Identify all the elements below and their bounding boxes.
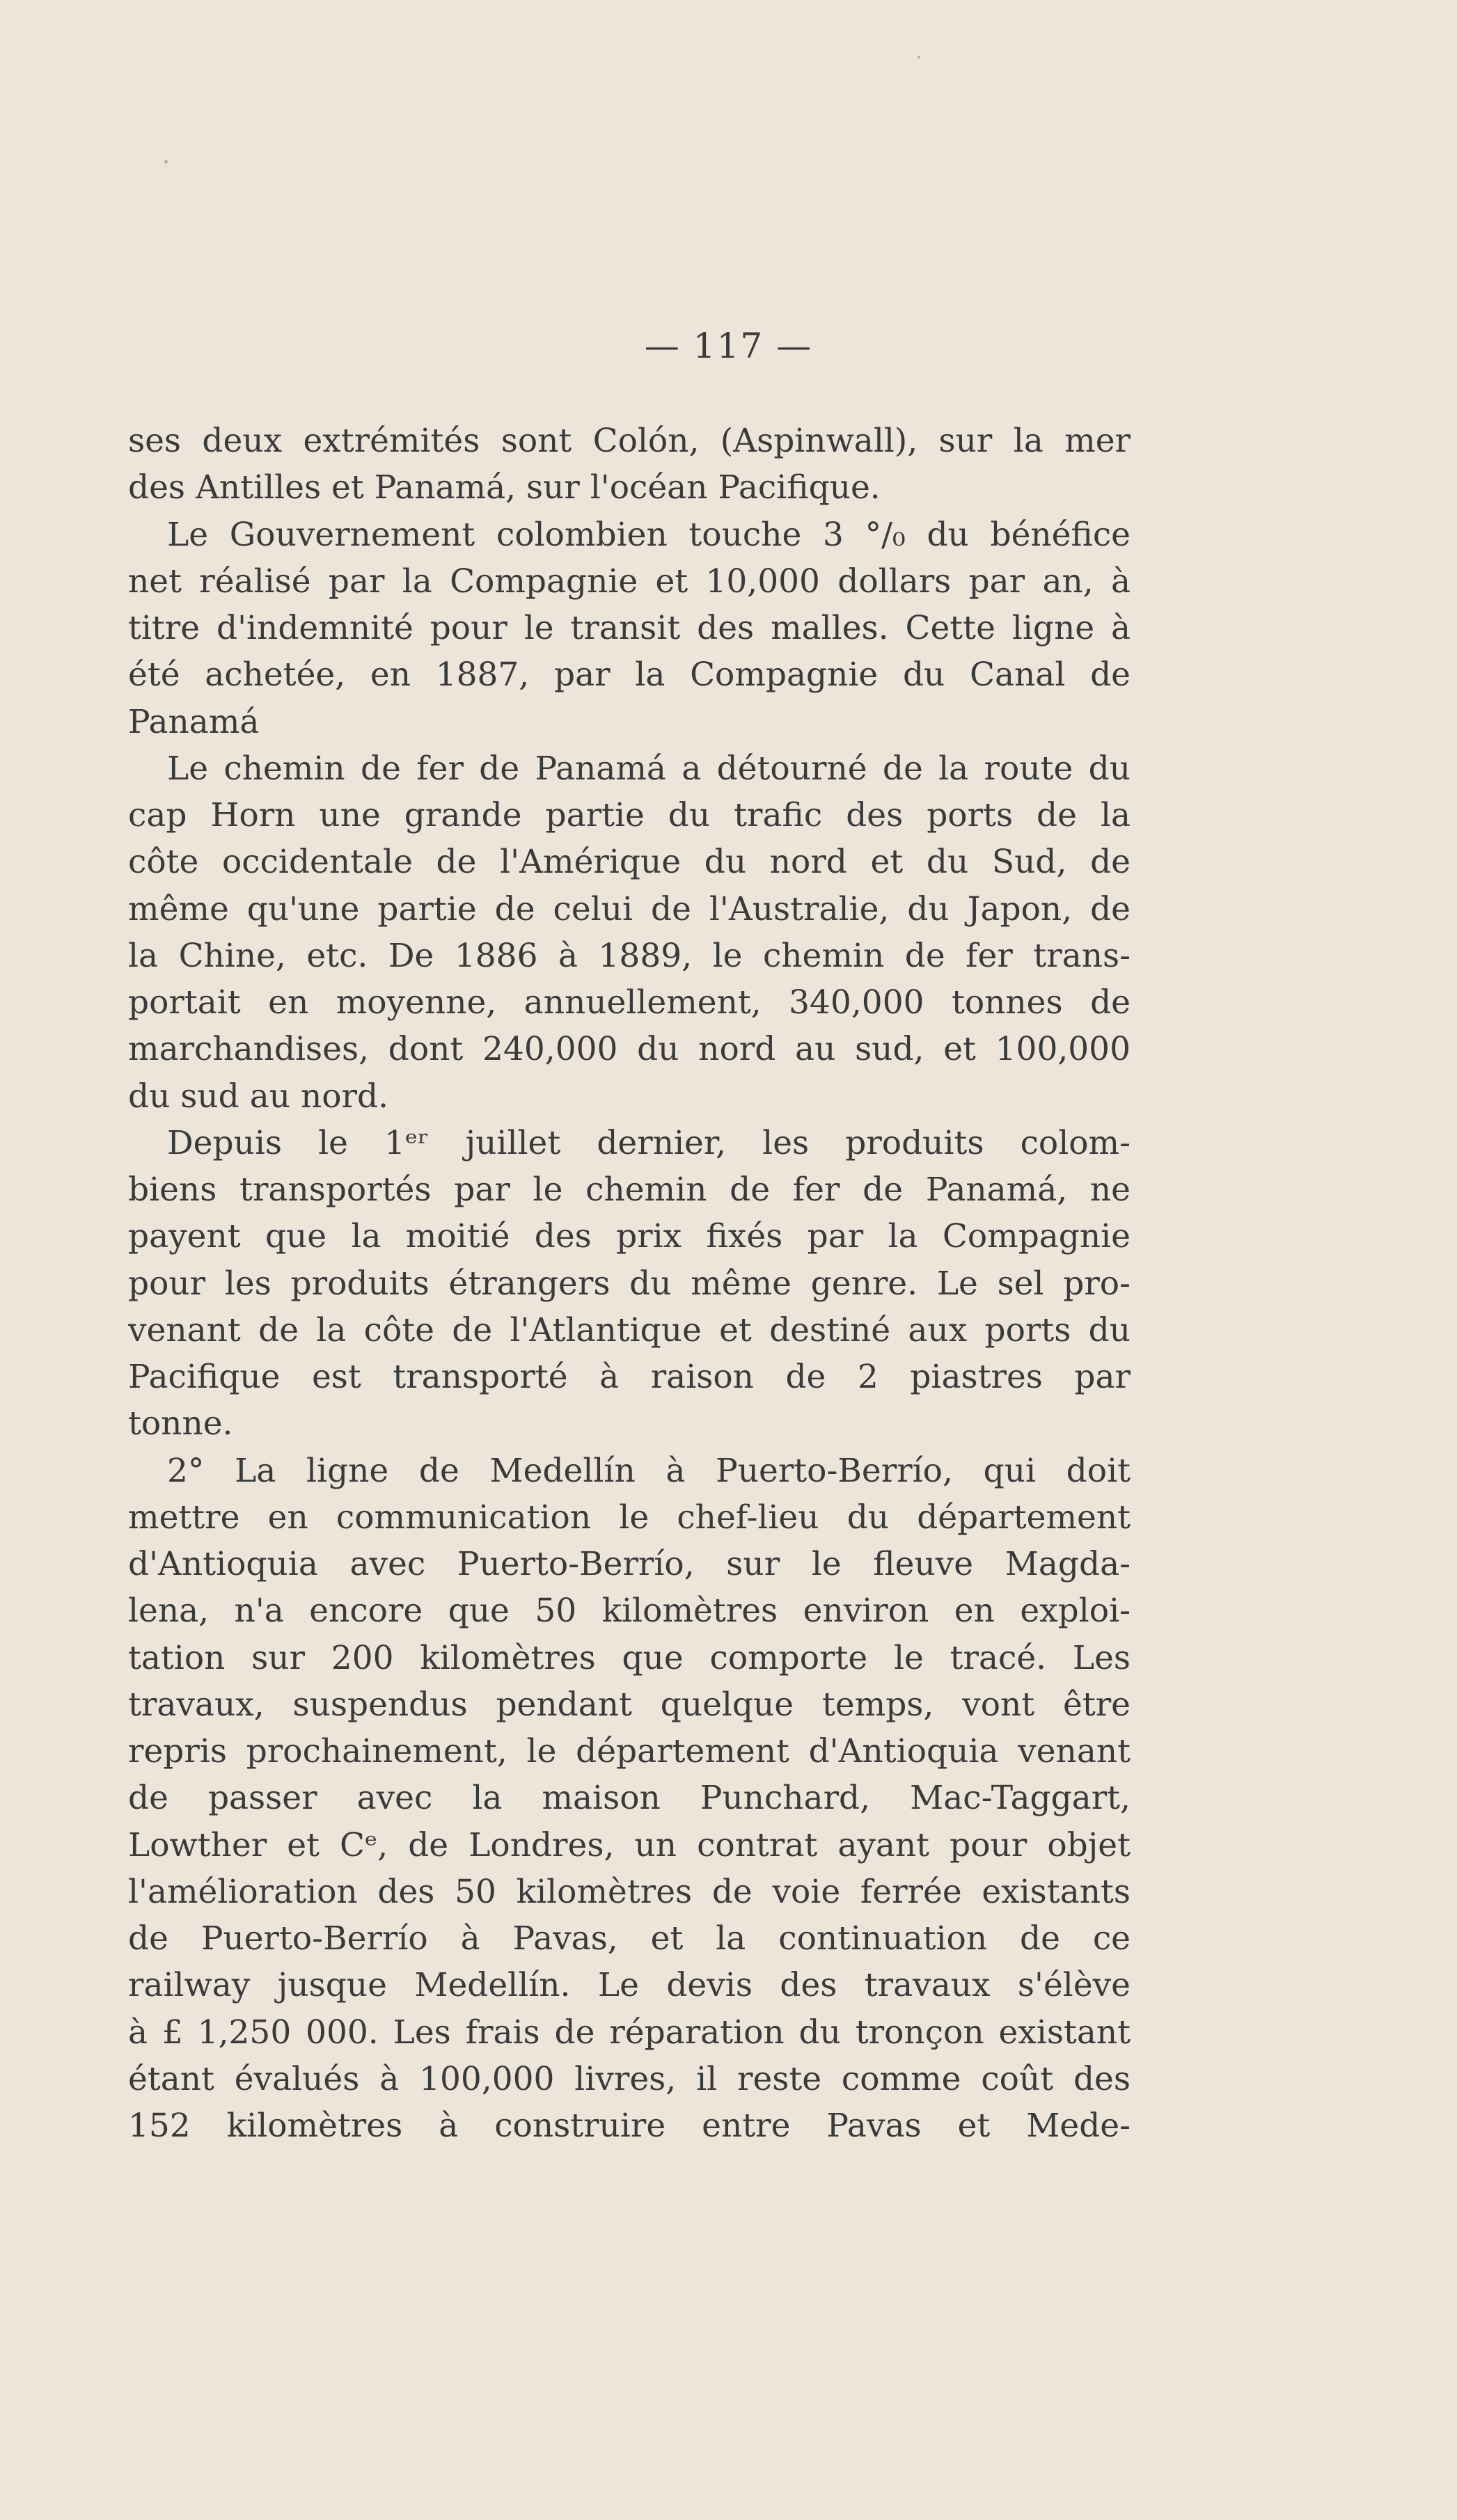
text-line: biens transportés par le chemin de fer de Panamá, ne xyxy=(128,1171,1131,1209)
text-line: d'Antioquia avec Puerto-Berrío, sur le fleuve Magda- xyxy=(128,1545,1131,1583)
text-line: lena, n'a encore que 50 kilomètres environ en exploi- xyxy=(128,1592,1131,1631)
text-line: Pacifique est transporté à raison de 2 piastres par xyxy=(128,1358,1131,1396)
text-line: pour les produits étrangers du même genre. Le sel pro- xyxy=(128,1264,1131,1303)
text-line: portait en moyenne, annuellement, 340,000 tonnes de xyxy=(128,983,1131,1022)
text-line: net réalisé par la Compagnie et 10,000 dollars par an, à xyxy=(128,562,1131,601)
text-line: 2° La ligne de Medellín à Puerto-Berrío, qui doit xyxy=(167,1451,1131,1490)
text-line: cap Horn une grande partie du trafic des ports de la xyxy=(128,796,1131,834)
text-line: venant de la côte de l'Atlantique et destiné aux ports du xyxy=(128,1310,1131,1349)
page-number: — 117 — xyxy=(644,326,813,366)
text-line: de Puerto-Berrío à Pavas, et la continuation de ce xyxy=(128,1919,1131,1958)
paper-speck xyxy=(164,160,168,164)
text-line: côte occidentale de l'Amérique du nord et du Sud, de xyxy=(128,843,1131,882)
text-line: travaux, suspendus pendant quelque temps, vont être xyxy=(128,1685,1131,1724)
text-line: marchandises, dont 240,000 du nord au sud, et 100,000 xyxy=(128,1030,1131,1069)
body-text xyxy=(128,418,1131,2149)
text-line: des Antilles et Panamá, sur l'océan Pacifique. xyxy=(128,468,881,507)
text-line: titre d'indemnité pour le transit des malles. Cette ligne à xyxy=(128,609,1131,647)
text-line: la Chine, etc. De 1886 à 1889, le chemin de fer trans- xyxy=(128,936,1131,975)
text-line: tonne. xyxy=(128,1404,233,1443)
text-line: railway jusque Medellín. Le devis des travaux s'élève xyxy=(128,1966,1131,2005)
text-line: payent que la moitié des prix fixés par la Compagnie xyxy=(128,1217,1131,1256)
text-line: même qu'une partie de celui de l'Australie, du Japon, de xyxy=(128,889,1131,928)
text-line: étant évalués à 100,000 livres, il reste comme coût des xyxy=(128,2059,1131,2098)
text-line: Depuis le 1ᵉʳ juillet dernier, les produits colom- xyxy=(167,1123,1131,1162)
text-line: été achetée, en 1887, par la Compagnie du Canal de xyxy=(128,656,1131,695)
text-line: de passer avec la maison Punchard, Mac-Taggart, xyxy=(128,1779,1131,1818)
text-line: repris prochainement, le département d'Antioquia venant xyxy=(128,1732,1131,1770)
text-line: Le Gouvernement colombien touche 3 °/₀ du bénéfice xyxy=(167,515,1131,554)
text-line: mettre en communication le chef-lieu du département xyxy=(128,1498,1131,1537)
paper-speck xyxy=(917,56,920,58)
text-line: 152 kilomètres à construire entre Pavas et Mede- xyxy=(128,2107,1131,2145)
text-line: à £ 1,250 000. Les frais de réparation du tronçon existant xyxy=(128,2013,1131,2052)
text-line: Lowther et Cᵉ, de Londres, un contrat ayant pour objet xyxy=(128,1825,1131,1864)
text-line: tation sur 200 kilomètres que comporte le tracé. Les xyxy=(128,1638,1131,1677)
text-line: du sud au nord. xyxy=(128,1077,389,1116)
text-line: Panamá xyxy=(128,702,260,741)
text-line: l'amélioration des 50 kilomètres de voie ferrée existants xyxy=(128,1872,1131,1911)
text-line: Le chemin de fer de Panamá a détourné de la route du xyxy=(167,749,1131,788)
text-line: ses deux extrémités sont Colón, (Aspinwall), sur la mer xyxy=(128,422,1131,460)
